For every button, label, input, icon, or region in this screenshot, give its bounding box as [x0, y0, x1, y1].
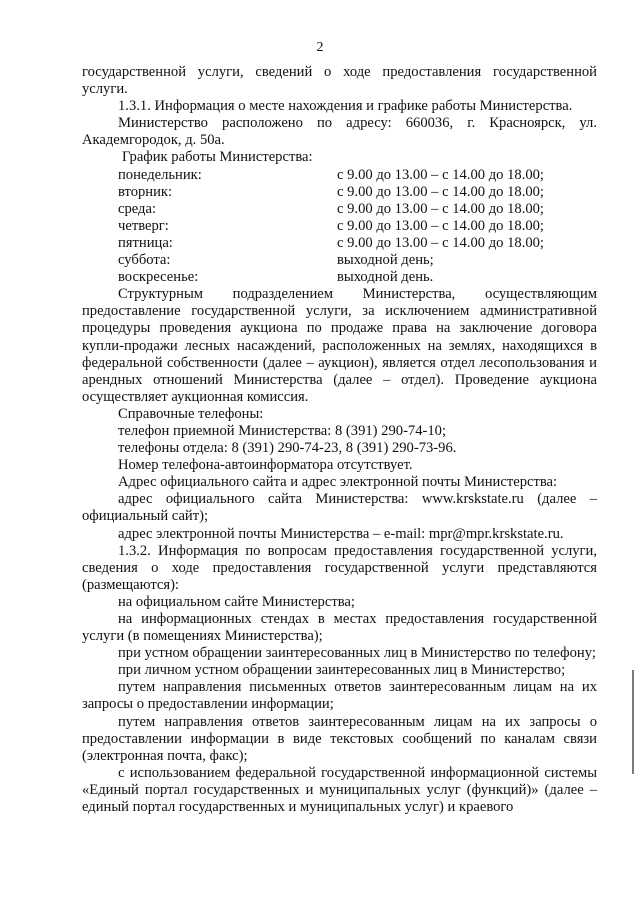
list-item: путем направления ответов заинтересованным лицам на их запросы о предоставлении информации в виде текстовых сообщений по каналам связи (электронная почта, факс);	[82, 713, 597, 764]
schedule-row	[82, 235, 597, 252]
schedule-day: суббота:	[118, 252, 171, 269]
scan-edge-mark	[632, 670, 634, 774]
schedule-day: понедельник:	[118, 166, 202, 183]
schedule-day: среда:	[118, 200, 157, 217]
schedule-row	[82, 269, 597, 286]
website-address: адрес официального сайта Министерства: www.krskstate.ru (далее – официальный сайт);	[82, 491, 597, 525]
paragraph-address: Министерство расположено по адресу: 660036, г. Красноярск, ул. Академгородок, д. 50а.	[82, 115, 597, 149]
schedule-day: четверг:	[118, 217, 169, 234]
schedule-hours: с 9.00 до 13.00 – с 14.00 до 18.00;	[337, 183, 544, 200]
schedule-row	[82, 218, 597, 235]
paragraph-structural-unit: Структурным подразделением Министерства, осуществляющим предоставление государственной услуги, за исключением административной процедуры проведения аукциона по продаже права на заключение договора купли-продажи лесных насаждений, расположенных на землях, находящихся в федеральной собственности (далее – аукцион), является отдел лесопользования и арендных отношений Министерства (далее – отдел). Проведение аукциона осуществляет аукционная комиссия.	[82, 286, 597, 405]
list-item: с использованием федеральной государственной информационной системы «Единый портал государственных и муниципальных услуг (функций)» (далее – единый портал государственных и муниципальных услуг) и краевого	[82, 764, 597, 816]
schedule-hours: выходной день.	[337, 269, 434, 286]
department-phones: телефоны отдела: 8 (391) 290-74-23, 8 (391) 290-73-96.	[118, 440, 457, 457]
schedule-day: вторник:	[118, 183, 173, 200]
list-item: на информационных стендах в местах предоставления государственной услуги (в помещениях Министерства);	[82, 611, 597, 645]
email-address: адрес электронной почты Министерства – e-mail: mpr@mpr.krskstate.ru.	[118, 525, 564, 542]
schedule-title: График работы Министерства:	[122, 149, 313, 166]
section-heading: 1.3.2. Информация по вопросам предоставления государственной услуги, сведения о ходе предоставления государственной услуги представляются (размещаются):	[82, 542, 597, 593]
schedule-row	[82, 252, 597, 269]
list-item: на официальном сайте Министерства;	[118, 593, 355, 610]
schedule-hours: с 9.00 до 13.00 – с 14.00 до 18.00;	[337, 217, 544, 234]
phones-heading: Справочные телефоны:	[118, 405, 264, 422]
schedule-hours: выходной день;	[337, 252, 434, 269]
website-email-heading: Адрес официального сайта и адрес электронной почты Министерства:	[118, 474, 558, 491]
list-item: путем направления письменных ответов заинтересованным лицам на их запросы о предоставлении информации;	[82, 679, 597, 713]
page-number: 2	[316, 40, 324, 55]
schedule-hours: с 9.00 до 13.00 – с 14.00 до 18.00;	[337, 166, 544, 183]
list-item: при устном обращении заинтересованных лиц в Министерство по телефону;	[118, 645, 596, 662]
section-heading: 1.3.1. Информация о месте нахождения и графике работы Министерства.	[118, 98, 573, 115]
schedule-day: пятница:	[118, 234, 173, 251]
list-item: при личном устном обращении заинтересованных лиц в Министерство;	[118, 662, 566, 679]
paragraph: государственной услуги, сведений о ходе предоставления государственной услуги.	[82, 64, 597, 98]
reception-phone: телефон приемной Министерства: 8 (391) 290-74-10;	[118, 422, 447, 439]
schedule-row	[82, 184, 597, 201]
document-body	[82, 64, 597, 816]
schedule-day: воскресенье:	[118, 269, 199, 286]
schedule-hours: с 9.00 до 13.00 – с 14.00 до 18.00;	[337, 234, 544, 251]
schedule-row	[82, 167, 597, 184]
schedule-hours: с 9.00 до 13.00 – с 14.00 до 18.00;	[337, 200, 544, 217]
autoinformer-note: Номер телефона-автоинформатора отсутствует.	[118, 457, 413, 474]
schedule-row	[82, 201, 597, 218]
